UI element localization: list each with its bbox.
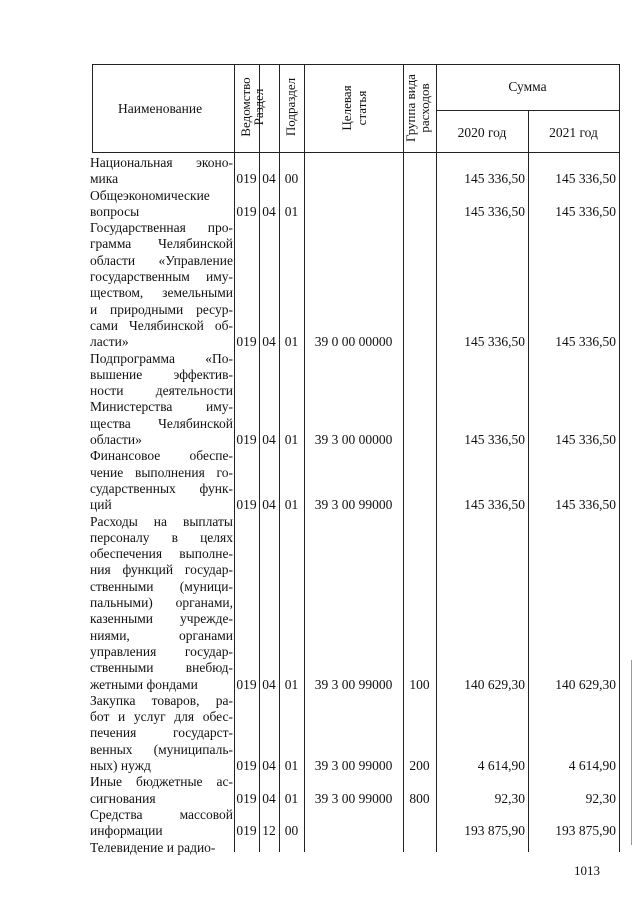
- row-name-line: Расходы на выплаты: [90, 513, 233, 529]
- cell-y2021: 145 336,50: [555, 432, 616, 448]
- row-name-line: Подпрограмма «По-: [90, 350, 233, 366]
- row-name-line: щества Челябинской: [90, 415, 233, 431]
- cell-y2020: 145 336,50: [464, 171, 525, 187]
- row-name-line: обеспечения выполне-: [90, 546, 233, 562]
- table-right-border: [619, 64, 620, 852]
- page-number: 1013: [574, 863, 600, 878]
- cell-ved: 019: [236, 676, 257, 692]
- cell-y2020: 193 875,90: [464, 823, 525, 839]
- cell-ved: 019: [236, 171, 257, 187]
- cell-y2020: 145 336,50: [464, 432, 525, 448]
- row-name-line: пальными) органами,: [90, 595, 233, 611]
- row-name-line: чение выполнения го-: [90, 464, 233, 480]
- cell-pod: 01: [284, 432, 299, 448]
- cell-cs: 39 3 00 99000: [314, 758, 393, 774]
- cell-pod: 01: [284, 758, 299, 774]
- row-name-line: управления государ-: [90, 643, 233, 659]
- cell-y2021: 145 336,50: [555, 171, 616, 187]
- row-name-line: Телевидение и радио-: [90, 839, 216, 855]
- row-name-line: ниями, органами: [90, 627, 233, 643]
- row-name-line: информации: [90, 823, 163, 839]
- row-name-line: Финансовое обеспе-: [90, 448, 233, 464]
- row-name: [90, 188, 233, 221]
- row-name-line: ственными (муници-: [90, 578, 233, 594]
- row-name: [90, 774, 233, 807]
- row-name-line: казенными учрежде-: [90, 611, 233, 627]
- cell-y2021: 4 614,90: [568, 758, 616, 774]
- cell-cs: 39 3 00 00000: [314, 432, 393, 448]
- cell-cs: 39 0 00 00000: [314, 334, 393, 350]
- header-gruppa-line2: расходов: [417, 83, 432, 133]
- cell-grp: 200: [409, 758, 430, 774]
- cell-y2020: 145 336,50: [464, 334, 525, 350]
- cell-y2021: 193 875,90: [555, 823, 616, 839]
- cell-pod: 01: [284, 203, 299, 219]
- row-name: [90, 514, 233, 693]
- cell-ved: 019: [236, 823, 257, 839]
- cell-pod: 00: [284, 823, 299, 839]
- cell-ved: 019: [236, 432, 257, 448]
- cell-raz: 04: [262, 758, 276, 774]
- table-top-border: [92, 64, 619, 65]
- row-name: [90, 351, 233, 449]
- cell-raz: 04: [262, 676, 276, 692]
- cell-ved: 019: [236, 497, 257, 513]
- cell-raz: 04: [262, 203, 276, 219]
- cell-cs: 39 3 00 99000: [314, 497, 393, 513]
- scan-margin-line: [631, 660, 632, 845]
- row-name-line: Национальная эконо-: [90, 155, 233, 170]
- row-name: [90, 155, 233, 188]
- row-name-line: печения государст-: [90, 725, 233, 741]
- row-name-line: ществом, земельными: [90, 285, 233, 301]
- row-name-line: ций: [90, 497, 112, 513]
- row-name-line: вопросы: [90, 203, 140, 219]
- cell-raz: 12: [262, 823, 276, 839]
- cell-y2020: 92,30: [494, 790, 525, 806]
- cell-raz: 04: [262, 171, 276, 187]
- row-name-line: жетными фондами: [90, 676, 198, 692]
- header-year-2021: 2021 год: [549, 125, 598, 140]
- header-vedomstvo: Ведомство: [238, 77, 253, 137]
- header-bottom-border: [92, 152, 619, 153]
- row-name-line: Министерства иму-: [90, 399, 233, 415]
- row-name-line: Иные бюджетные ас-: [90, 774, 233, 790]
- header-gruppa-line1: Группа вида: [403, 74, 418, 142]
- row-name-line: Общеэкономические: [90, 187, 210, 203]
- cell-raz: 04: [262, 790, 276, 806]
- row-name-line: ласти»: [90, 334, 129, 350]
- row-name-line: сударственных функ-: [90, 480, 233, 496]
- row-name-line: области «Управление: [90, 252, 233, 268]
- cell-y2021: 92,30: [585, 790, 616, 806]
- cell-y2020: 145 336,50: [464, 203, 525, 219]
- row-name-line: мика: [90, 171, 119, 187]
- col-divider: [528, 110, 529, 852]
- row-name-line: ния функций государ-: [90, 562, 233, 578]
- row-name-line: Государственная про-: [90, 220, 233, 236]
- row-name: [90, 448, 233, 513]
- header-summa: Сумма: [508, 79, 547, 94]
- row-name-line: сигнования: [90, 790, 156, 806]
- cell-raz: 04: [262, 432, 276, 448]
- row-name-line: ности деятельности: [90, 383, 233, 399]
- header-podrazdel: Подраздел: [283, 77, 298, 137]
- cell-pod: 01: [284, 334, 299, 350]
- cell-y2021: 145 336,50: [555, 334, 616, 350]
- header-celevaya-line1: Целевая: [339, 85, 354, 131]
- header-celevaya: [339, 68, 369, 148]
- cell-pod: 01: [284, 497, 299, 513]
- cell-y2021: 145 336,50: [555, 203, 616, 219]
- cell-raz: 04: [262, 334, 276, 350]
- row-name-line: бот и услуг для обес-: [90, 709, 233, 725]
- cell-pod: 01: [284, 790, 299, 806]
- row-name-line: грамма Челябинской: [90, 236, 233, 252]
- cell-y2020: 145 336,50: [464, 497, 525, 513]
- row-name: [90, 840, 233, 856]
- cell-cs: 39 3 00 99000: [314, 676, 393, 692]
- header-razdel: Раздел: [251, 88, 266, 126]
- header-year-2020: 2020 год: [457, 125, 507, 140]
- row-name-line: Средства массовой: [90, 807, 233, 822]
- header-celevaya-line2: статья: [354, 90, 369, 126]
- row-name: [90, 693, 233, 774]
- cell-ved: 019: [236, 203, 257, 219]
- row-name-line: ных) нужд: [90, 758, 151, 774]
- cell-raz: 04: [262, 497, 276, 513]
- cell-y2021: 140 629,30: [555, 676, 616, 692]
- row-name-line: персоналу в целях: [90, 529, 233, 545]
- cell-cs: 39 3 00 99000: [314, 790, 393, 806]
- cell-ved: 019: [236, 758, 257, 774]
- header-gruppa: [404, 64, 434, 152]
- row-name: [90, 220, 233, 350]
- cell-ved: 019: [236, 334, 257, 350]
- row-name-line: венных (муниципаль-: [90, 741, 233, 757]
- row-name-line: области»: [90, 432, 142, 448]
- header-name: Наименование: [118, 101, 203, 116]
- cell-grp: 100: [409, 676, 430, 692]
- cell-pod: 01: [284, 676, 299, 692]
- row-name-line: Закупка товаров, ра-: [90, 692, 233, 708]
- cell-grp: 800: [409, 790, 430, 806]
- cell-ved: 019: [236, 790, 257, 806]
- row-name-line: сами Челябинской об-: [90, 317, 233, 333]
- row-name-line: и природными ресур-: [90, 301, 233, 317]
- cell-y2021: 145 336,50: [555, 497, 616, 513]
- table-left-border: [92, 64, 93, 153]
- row-name-line: государственным иму-: [90, 269, 233, 285]
- cell-y2020: 4 614,90: [477, 758, 525, 774]
- cell-pod: 00: [284, 171, 299, 187]
- row-name-line: вышение эффектив-: [90, 366, 233, 382]
- col-divider: [403, 64, 404, 852]
- row-name-line: ственными внебюд-: [90, 660, 233, 676]
- col-divider: [304, 64, 305, 852]
- row-name: [90, 807, 233, 840]
- cell-y2020: 140 629,30: [464, 676, 525, 692]
